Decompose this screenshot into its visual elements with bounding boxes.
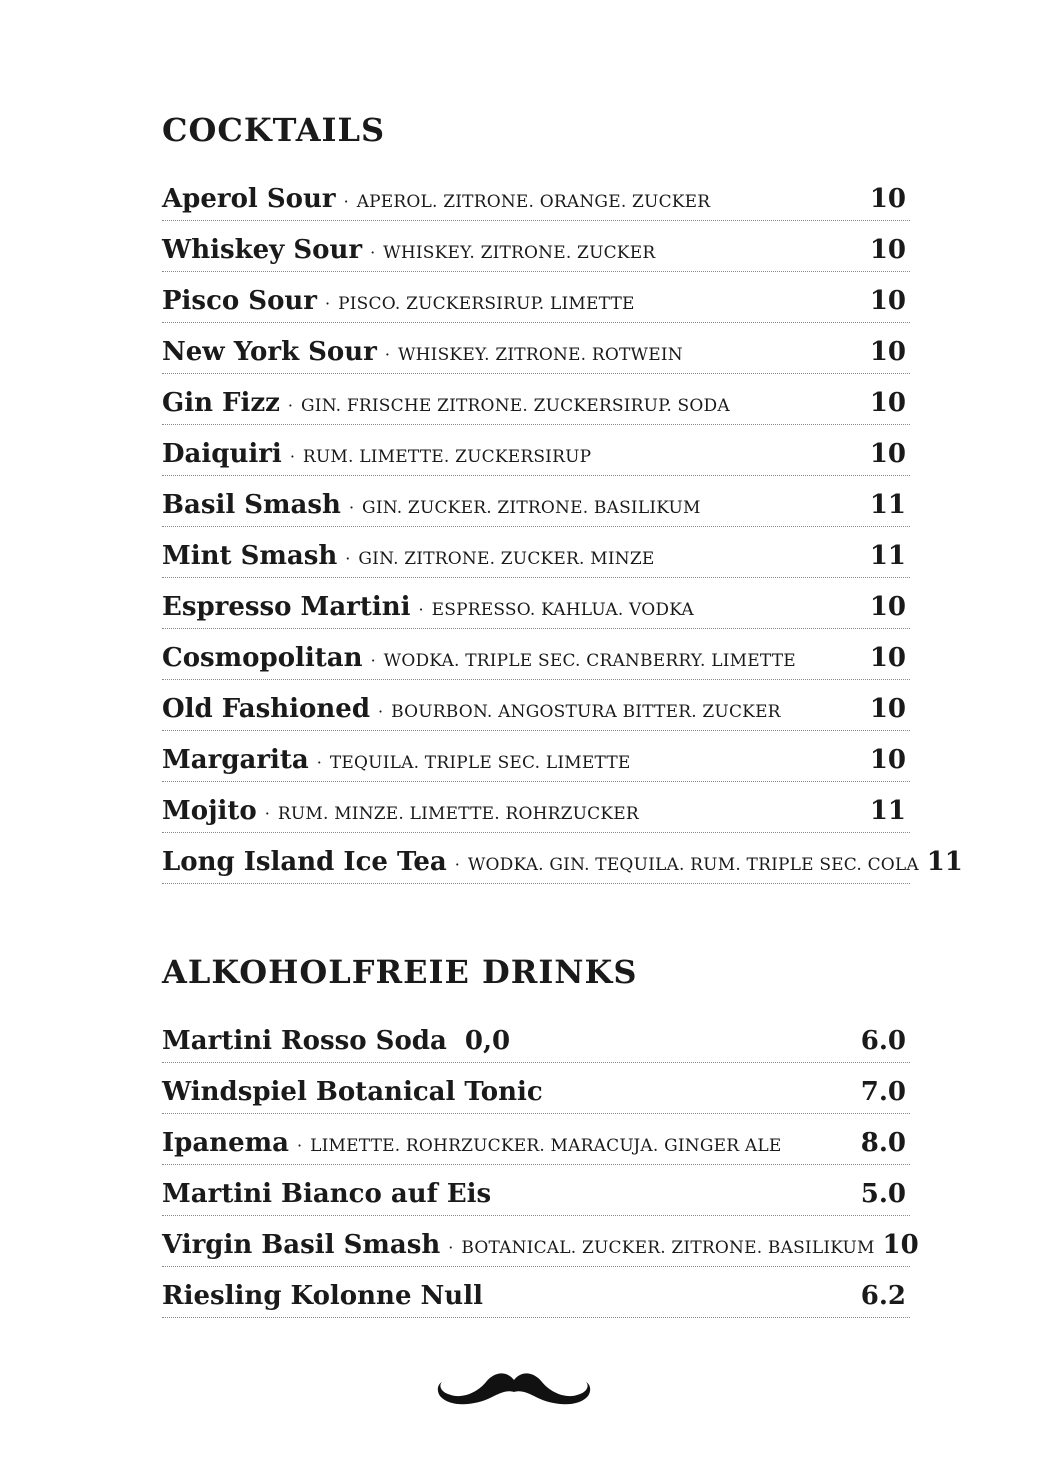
menu-item-info — [162, 286, 635, 316]
item-price: 6.2 — [860, 1281, 906, 1311]
menu-item-info — [162, 541, 654, 571]
item-name: Margarita — [162, 745, 309, 775]
item-description: ESPRESSO. KAHLUA. VODKA — [431, 600, 694, 620]
menu-item-row — [162, 1267, 910, 1318]
item-name: Daiquiri — [162, 439, 282, 469]
item-separator: · — [325, 294, 331, 313]
item-price: 10 — [869, 745, 906, 775]
item-description: GIN. ZUCKER. ZITRONE. BASILIKUM — [362, 498, 701, 518]
item-separator: · — [370, 651, 376, 670]
menu-item-info — [162, 1179, 491, 1209]
item-price: 6.0 — [860, 1026, 906, 1056]
item-price: 11 — [869, 490, 906, 520]
menu-item-info — [162, 1230, 875, 1260]
item-price: 7.0 — [860, 1077, 906, 1107]
item-price: 8.0 — [860, 1128, 906, 1158]
menu-item-info — [162, 745, 630, 775]
alkoholfrei-list — [162, 1012, 919, 1318]
item-name: Basil Smash — [162, 490, 341, 520]
item-description: TEQUILA. TRIPLE SEC. LIMETTE — [329, 753, 631, 773]
item-separator: · — [264, 804, 270, 823]
menu-item-row — [162, 170, 910, 221]
menu-item-info — [162, 337, 683, 367]
cocktails-title: COCKTAILS — [162, 111, 386, 149]
alkoholfrei-title: ALKOHOLFREIE DRINKS — [162, 953, 638, 991]
item-description: WHISKEY. ZITRONE. ROTWEIN — [397, 345, 683, 365]
item-separator: · — [370, 243, 376, 262]
item-description: RUM. MINZE. LIMETTE. ROHRZUCKER — [277, 804, 639, 824]
item-separator: · — [448, 1238, 454, 1257]
item-price: 10 — [869, 592, 906, 622]
item-separator: · — [348, 498, 355, 517]
item-price: 10 — [869, 643, 906, 673]
item-name: Aperol Sour — [162, 184, 336, 214]
item-name: Windspiel Botanical Tonic — [162, 1077, 543, 1107]
item-name: Old Fashioned — [162, 694, 371, 724]
menu-item-row — [162, 323, 910, 374]
item-description: PISCO. ZUCKERSIRUP. LIMETTE — [338, 294, 635, 314]
menu-item-row — [162, 833, 963, 884]
item-description: GIN. FRISCHE ZITRONE. ZUCKERSIRUP. SODA — [301, 396, 730, 416]
item-description: APEROL. ZITRONE. ORANGE. ZUCKER — [356, 192, 711, 212]
menu-item-row — [162, 629, 910, 680]
item-description: BOTANICAL. ZUCKER. ZITRONE. BASILIKUM — [461, 1238, 875, 1258]
menu-item-row — [162, 1114, 910, 1165]
item-price: 11 — [869, 541, 906, 571]
item-price: 10 — [869, 388, 906, 418]
menu-item-row — [162, 680, 910, 731]
item-description: RUM. LIMETTE. ZUCKERSIRUP — [302, 447, 592, 467]
menu-item-row — [162, 1165, 910, 1216]
item-separator: · — [418, 600, 424, 619]
menu-item-row — [162, 1012, 910, 1063]
menu-item-info — [162, 1026, 510, 1056]
menu-item-row — [162, 425, 910, 476]
menu-item-row — [162, 782, 910, 833]
item-price: 10 — [882, 1230, 919, 1260]
item-separator: · — [289, 447, 295, 466]
item-description: WHISKEY. ZITRONE. ZUCKER — [383, 243, 656, 263]
menu-item-info — [162, 490, 701, 520]
item-price: 10 — [869, 439, 906, 469]
mustache-icon — [436, 1366, 592, 1410]
menu-item-info — [162, 592, 694, 622]
item-separator: · — [345, 549, 351, 568]
item-price: 10 — [869, 286, 906, 316]
item-name: Whiskey Sour — [162, 235, 363, 265]
item-name: Virgin Basil Smash — [162, 1230, 441, 1260]
item-separator: · — [454, 855, 460, 874]
item-description: GIN. ZITRONE. ZUCKER. MINZE — [358, 549, 655, 569]
menu-item-info — [162, 439, 591, 469]
item-name: Espresso Martini — [162, 592, 411, 622]
menu-item-row — [162, 1216, 919, 1267]
item-separator: · — [297, 1136, 303, 1155]
menu-item-info — [162, 643, 796, 673]
item-price: 5.0 — [860, 1179, 906, 1209]
item-description: WODKA. TRIPLE SEC. CRANBERRY. LIMETTE — [383, 651, 796, 671]
item-separator: · — [343, 192, 349, 211]
menu-item-row — [162, 578, 910, 629]
menu-item-info — [162, 1077, 543, 1107]
item-description: BOURBON. ANGOSTURA BITTER. ZUCKER — [391, 702, 781, 722]
menu-item-row — [162, 476, 910, 527]
menu-item-row — [162, 1063, 910, 1114]
item-name: Gin Fizz — [162, 388, 280, 418]
menu-item-row — [162, 731, 910, 782]
menu-item-info — [162, 388, 730, 418]
item-name: Mint Smash — [162, 541, 338, 571]
item-name: New York Sour — [162, 337, 377, 367]
menu-item-info — [162, 235, 655, 265]
item-price: 11 — [869, 796, 906, 826]
item-name: Long Island Ice Tea — [162, 847, 447, 877]
item-description: LIMETTE. ROHRZUCKER. MARACUJA. GINGER ALE — [310, 1136, 782, 1156]
item-description: WODKA. GIN. TEQUILA. RUM. TRIPLE SEC. COLA — [467, 855, 919, 875]
menu-item-info — [162, 796, 639, 826]
menu-item-info — [162, 184, 710, 214]
item-price: 10 — [869, 184, 906, 214]
item-separator: · — [378, 702, 384, 721]
item-name: Pisco Sour — [162, 286, 318, 316]
item-name: Riesling Kolonne Null — [162, 1281, 483, 1311]
item-name: Ipanema — [162, 1128, 289, 1158]
menu-item-row — [162, 527, 910, 578]
cocktails-list — [162, 170, 963, 884]
item-separator: · — [384, 345, 390, 364]
menu-item-info — [162, 694, 781, 724]
item-price: 11 — [926, 847, 963, 877]
item-name: Martini Rosso Soda 0,0 — [162, 1026, 511, 1056]
item-name: Mojito — [162, 796, 257, 826]
menu-item-info — [162, 847, 919, 877]
menu-item-info — [162, 1128, 781, 1158]
menu-item-info — [162, 1281, 483, 1311]
item-name: Cosmopolitan — [162, 643, 363, 673]
item-price: 10 — [869, 235, 906, 265]
item-price: 10 — [869, 694, 906, 724]
item-separator: · — [316, 753, 322, 772]
item-name: Martini Bianco auf Eis — [162, 1179, 492, 1209]
menu-item-row — [162, 374, 910, 425]
menu-item-row — [162, 221, 910, 272]
item-separator: · — [287, 396, 293, 415]
menu-item-row — [162, 272, 910, 323]
item-price: 10 — [869, 337, 906, 367]
